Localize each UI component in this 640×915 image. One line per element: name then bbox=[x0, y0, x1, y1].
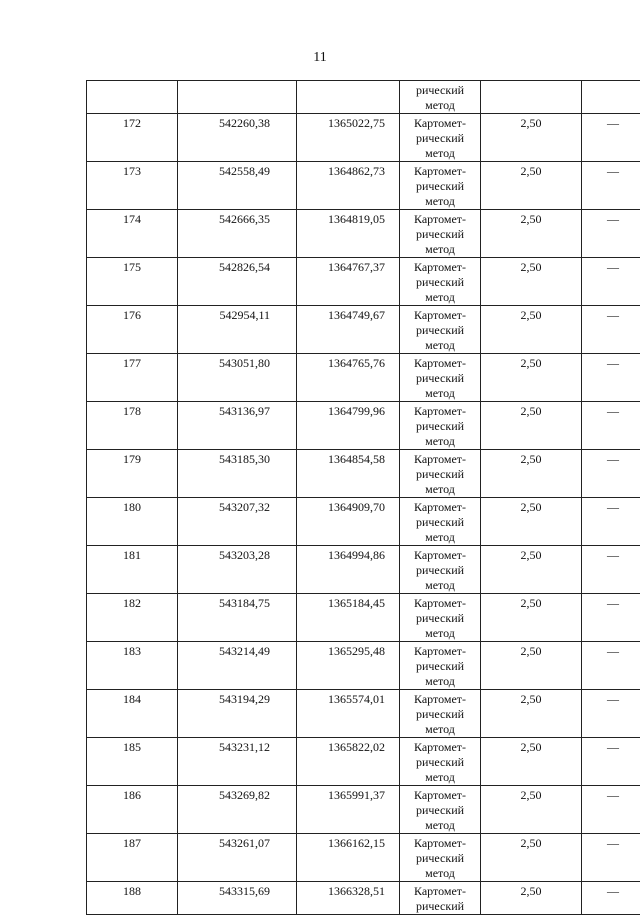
precision-value: 2,50 bbox=[521, 836, 542, 850]
method-text: рический bbox=[402, 179, 478, 194]
coord-x: 543051,80 bbox=[219, 356, 270, 370]
method-text: рический bbox=[402, 707, 478, 722]
method-text: метод bbox=[402, 146, 478, 161]
cell-note bbox=[582, 690, 640, 738]
method-text: Картомет- bbox=[402, 308, 478, 323]
cell-note bbox=[582, 81, 640, 114]
method-text: метод bbox=[402, 242, 478, 257]
cell-note bbox=[582, 258, 640, 306]
method-text: метод bbox=[402, 98, 478, 113]
coord-y: 1364862,73 bbox=[328, 164, 385, 178]
point-number: 176 bbox=[123, 308, 141, 322]
cell-y bbox=[297, 306, 400, 354]
cell-method bbox=[400, 162, 481, 210]
cell-precision bbox=[481, 402, 582, 450]
coord-x: 543207,32 bbox=[219, 500, 270, 514]
method-text: Картомет- bbox=[402, 404, 478, 419]
note-dash: — bbox=[607, 548, 619, 562]
table-row bbox=[87, 594, 640, 642]
cell-y bbox=[297, 786, 400, 834]
cell-precision bbox=[481, 306, 582, 354]
cell-precision bbox=[481, 162, 582, 210]
method-text: рический bbox=[402, 131, 478, 146]
cell-y bbox=[297, 546, 400, 594]
cell-method bbox=[400, 402, 481, 450]
method-text: метод bbox=[402, 866, 478, 881]
cell-num bbox=[87, 642, 178, 690]
table-row bbox=[87, 498, 640, 546]
table-row bbox=[87, 834, 640, 882]
precision-value: 2,50 bbox=[521, 404, 542, 418]
coord-y: 1365574,01 bbox=[328, 692, 385, 706]
cell-precision bbox=[481, 81, 582, 114]
cell-x bbox=[178, 210, 297, 258]
method-text: Картомет- bbox=[402, 452, 478, 467]
cell-method bbox=[400, 498, 481, 546]
note-dash: — bbox=[607, 644, 619, 658]
table-row bbox=[87, 402, 640, 450]
cell-num bbox=[87, 450, 178, 498]
coord-x: 542826,54 bbox=[219, 260, 270, 274]
cell-note bbox=[582, 786, 640, 834]
page-number: 11 bbox=[0, 50, 640, 66]
cell-precision bbox=[481, 210, 582, 258]
precision-value: 2,50 bbox=[521, 788, 542, 802]
note-dash: — bbox=[607, 116, 619, 130]
method-text: рический bbox=[402, 563, 478, 578]
point-number: 175 bbox=[123, 260, 141, 274]
method-text: Картомет- bbox=[402, 644, 478, 659]
precision-value: 2,50 bbox=[521, 308, 542, 322]
coord-x: 543203,28 bbox=[219, 548, 270, 562]
cell-x bbox=[178, 162, 297, 210]
cell-precision bbox=[481, 114, 582, 162]
coord-y: 1364909,70 bbox=[328, 500, 385, 514]
cell-method bbox=[400, 690, 481, 738]
method-text: метод bbox=[402, 194, 478, 209]
cell-method bbox=[400, 642, 481, 690]
cell-precision bbox=[481, 354, 582, 402]
cell-x bbox=[178, 354, 297, 402]
coord-x: 543194,29 bbox=[219, 692, 270, 706]
note-dash: — bbox=[607, 836, 619, 850]
precision-value: 2,50 bbox=[521, 548, 542, 562]
table-row bbox=[87, 210, 640, 258]
cell-y bbox=[297, 642, 400, 690]
coord-y: 1364767,37 bbox=[328, 260, 385, 274]
precision-value: 2,50 bbox=[521, 116, 542, 130]
precision-value: 2,50 bbox=[521, 260, 542, 274]
method-text: рический bbox=[402, 467, 478, 482]
coord-x: 543315,69 bbox=[219, 884, 270, 898]
cell-method bbox=[400, 738, 481, 786]
cell-precision bbox=[481, 546, 582, 594]
cell-num bbox=[87, 786, 178, 834]
precision-value: 2,50 bbox=[521, 740, 542, 754]
cell-precision bbox=[481, 738, 582, 786]
cell-precision bbox=[481, 690, 582, 738]
note-dash: — bbox=[607, 452, 619, 466]
cell-num bbox=[87, 258, 178, 306]
cell-x bbox=[178, 114, 297, 162]
cell-method bbox=[400, 786, 481, 834]
cell-note bbox=[582, 546, 640, 594]
method-text: рический bbox=[402, 803, 478, 818]
cell-precision bbox=[481, 834, 582, 882]
point-number: 188 bbox=[123, 884, 141, 898]
method-text: метод bbox=[402, 338, 478, 353]
cell-num bbox=[87, 114, 178, 162]
cell-num bbox=[87, 498, 178, 546]
method-text: рический bbox=[402, 275, 478, 290]
cell-x bbox=[178, 402, 297, 450]
cell-note bbox=[582, 882, 640, 915]
method-text: метод bbox=[402, 434, 478, 449]
coord-y: 1364819,05 bbox=[328, 212, 385, 226]
method-text: рический bbox=[402, 323, 478, 338]
method-text: метод bbox=[402, 674, 478, 689]
coord-y: 1366162,15 bbox=[328, 836, 385, 850]
cell-num bbox=[87, 546, 178, 594]
table-row bbox=[87, 450, 640, 498]
cell-x bbox=[178, 546, 297, 594]
note-dash: — bbox=[607, 884, 619, 898]
coord-x: 543214,49 bbox=[219, 644, 270, 658]
table-row bbox=[87, 162, 640, 210]
cell-x bbox=[178, 738, 297, 786]
cell-num bbox=[87, 834, 178, 882]
cell-num bbox=[87, 738, 178, 786]
precision-value: 2,50 bbox=[521, 212, 542, 226]
cell-num bbox=[87, 594, 178, 642]
table-row bbox=[87, 114, 640, 162]
coord-x: 542558,49 bbox=[219, 164, 270, 178]
cell-y bbox=[297, 738, 400, 786]
cell-precision bbox=[481, 786, 582, 834]
note-dash: — bbox=[607, 596, 619, 610]
method-text: Картомет- bbox=[402, 692, 478, 707]
cell-method bbox=[400, 306, 481, 354]
cell-y bbox=[297, 210, 400, 258]
cell-num bbox=[87, 81, 178, 114]
table-row bbox=[87, 546, 640, 594]
method-text: рический bbox=[402, 371, 478, 386]
cell-method bbox=[400, 258, 481, 306]
method-text: рический bbox=[402, 899, 478, 914]
cell-note bbox=[582, 834, 640, 882]
cell-note bbox=[582, 306, 640, 354]
cell-num bbox=[87, 354, 178, 402]
table-row bbox=[87, 258, 640, 306]
cell-y bbox=[297, 498, 400, 546]
note-dash: — bbox=[607, 404, 619, 418]
coord-y: 1364799,96 bbox=[328, 404, 385, 418]
coord-x: 543185,30 bbox=[219, 452, 270, 466]
cell-precision bbox=[481, 882, 582, 915]
coord-y: 1365022,75 bbox=[328, 116, 385, 130]
cell-note bbox=[582, 738, 640, 786]
cell-y bbox=[297, 162, 400, 210]
method-text: Картомет- bbox=[402, 212, 478, 227]
coord-y: 1365184,45 bbox=[328, 596, 385, 610]
table-row bbox=[87, 786, 640, 834]
cell-y bbox=[297, 450, 400, 498]
coord-y: 1365822,02 bbox=[328, 740, 385, 754]
coord-x: 543269,82 bbox=[219, 788, 270, 802]
coord-x: 543231,12 bbox=[219, 740, 270, 754]
note-dash: — bbox=[607, 788, 619, 802]
method-text: Картомет- bbox=[402, 356, 478, 371]
method-text: Картомет- bbox=[402, 164, 478, 179]
method-text: метод bbox=[402, 770, 478, 785]
cell-precision bbox=[481, 642, 582, 690]
cell-x bbox=[178, 258, 297, 306]
cell-y bbox=[297, 402, 400, 450]
cell-num bbox=[87, 690, 178, 738]
method-text: метод bbox=[402, 290, 478, 305]
point-number: 186 bbox=[123, 788, 141, 802]
point-number: 185 bbox=[123, 740, 141, 754]
method-text: Картомет- bbox=[402, 788, 478, 803]
cell-x bbox=[178, 642, 297, 690]
method-text: метод bbox=[402, 722, 478, 737]
coord-y: 1364994,86 bbox=[328, 548, 385, 562]
table-row bbox=[87, 882, 640, 915]
cell-method bbox=[400, 834, 481, 882]
cell-num bbox=[87, 402, 178, 450]
cell-x bbox=[178, 690, 297, 738]
cell-note bbox=[582, 594, 640, 642]
cell-num bbox=[87, 162, 178, 210]
cell-note bbox=[582, 210, 640, 258]
cell-note bbox=[582, 498, 640, 546]
precision-value: 2,50 bbox=[521, 596, 542, 610]
cell-y bbox=[297, 594, 400, 642]
point-number: 181 bbox=[123, 548, 141, 562]
method-text: Картомет- bbox=[402, 260, 478, 275]
table-row bbox=[87, 354, 640, 402]
point-number: 182 bbox=[123, 596, 141, 610]
method-text: метод bbox=[402, 578, 478, 593]
point-number: 179 bbox=[123, 452, 141, 466]
coord-x: 543184,75 bbox=[219, 596, 270, 610]
cell-x bbox=[178, 450, 297, 498]
precision-value: 2,50 bbox=[521, 164, 542, 178]
note-dash: — bbox=[607, 212, 619, 226]
method-text: рический bbox=[402, 755, 478, 770]
coord-x: 543261,07 bbox=[219, 836, 270, 850]
cell-method bbox=[400, 594, 481, 642]
cell-precision bbox=[481, 258, 582, 306]
coord-x: 542954,11 bbox=[219, 308, 270, 322]
method-text: рический bbox=[402, 659, 478, 674]
cell-x bbox=[178, 594, 297, 642]
method-text: рический bbox=[402, 851, 478, 866]
cell-y bbox=[297, 690, 400, 738]
cell-method bbox=[400, 81, 481, 114]
cell-precision bbox=[481, 498, 582, 546]
cell-x bbox=[178, 498, 297, 546]
cell-note bbox=[582, 450, 640, 498]
precision-value: 2,50 bbox=[521, 452, 542, 466]
precision-value: 2,50 bbox=[521, 884, 542, 898]
table-row-continuation bbox=[87, 81, 640, 114]
cell-num bbox=[87, 210, 178, 258]
cell-y bbox=[297, 354, 400, 402]
cell-method bbox=[400, 210, 481, 258]
point-number: 174 bbox=[123, 212, 141, 226]
point-number: 187 bbox=[123, 836, 141, 850]
method-text: рический bbox=[402, 227, 478, 242]
cell-x bbox=[178, 81, 297, 114]
coord-y: 1365991,37 bbox=[328, 788, 385, 802]
point-number: 183 bbox=[123, 644, 141, 658]
table-row bbox=[87, 738, 640, 786]
coord-x: 542260,38 bbox=[219, 116, 270, 130]
method-text: Картомет- bbox=[402, 836, 478, 851]
cell-x bbox=[178, 306, 297, 354]
method-text: Картомет- bbox=[402, 500, 478, 515]
coord-y: 1364765,76 bbox=[328, 356, 385, 370]
precision-value: 2,50 bbox=[521, 644, 542, 658]
coordinates-table bbox=[86, 80, 640, 915]
cell-y bbox=[297, 882, 400, 915]
method-text: рический bbox=[402, 515, 478, 530]
cell-note bbox=[582, 114, 640, 162]
cell-note bbox=[582, 354, 640, 402]
cell-method bbox=[400, 354, 481, 402]
cell-num bbox=[87, 882, 178, 915]
method-text: метод bbox=[402, 818, 478, 833]
cell-y bbox=[297, 834, 400, 882]
cell-precision bbox=[481, 450, 582, 498]
coord-x: 543136,97 bbox=[219, 404, 270, 418]
method-text: метод bbox=[402, 626, 478, 641]
point-number: 173 bbox=[123, 164, 141, 178]
method-text: Картомет- bbox=[402, 548, 478, 563]
coord-y: 1366328,51 bbox=[328, 884, 385, 898]
cell-note bbox=[582, 162, 640, 210]
method-text: рический bbox=[402, 419, 478, 434]
cell-y bbox=[297, 258, 400, 306]
cell-note bbox=[582, 402, 640, 450]
note-dash: — bbox=[607, 740, 619, 754]
cell-method bbox=[400, 450, 481, 498]
cell-num bbox=[87, 306, 178, 354]
cell-precision bbox=[481, 594, 582, 642]
method-text: метод bbox=[402, 482, 478, 497]
table-row bbox=[87, 642, 640, 690]
method-text: рический bbox=[402, 83, 478, 98]
coord-y: 1364854,58 bbox=[328, 452, 385, 466]
cell-x bbox=[178, 834, 297, 882]
cell-method bbox=[400, 882, 481, 915]
cell-method bbox=[400, 114, 481, 162]
note-dash: — bbox=[607, 308, 619, 322]
cell-method bbox=[400, 546, 481, 594]
cell-x bbox=[178, 786, 297, 834]
precision-value: 2,50 bbox=[521, 356, 542, 370]
method-text: метод bbox=[402, 386, 478, 401]
point-number: 172 bbox=[123, 116, 141, 130]
method-text: Картомет- bbox=[402, 740, 478, 755]
precision-value: 2,50 bbox=[521, 692, 542, 706]
note-dash: — bbox=[607, 692, 619, 706]
note-dash: — bbox=[607, 260, 619, 274]
table-row bbox=[87, 306, 640, 354]
method-text: Картомет- bbox=[402, 116, 478, 131]
cell-y bbox=[297, 114, 400, 162]
point-number: 184 bbox=[123, 692, 141, 706]
coord-y: 1365295,48 bbox=[328, 644, 385, 658]
point-number: 177 bbox=[123, 356, 141, 370]
table-row bbox=[87, 690, 640, 738]
coord-y: 1364749,67 bbox=[328, 308, 385, 322]
note-dash: — bbox=[607, 164, 619, 178]
coord-x: 542666,35 bbox=[219, 212, 270, 226]
cell-note bbox=[582, 642, 640, 690]
method-text: Картомет- bbox=[402, 596, 478, 611]
precision-value: 2,50 bbox=[521, 500, 542, 514]
point-number: 178 bbox=[123, 404, 141, 418]
method-text: рический bbox=[402, 611, 478, 626]
note-dash: — bbox=[607, 500, 619, 514]
point-number: 180 bbox=[123, 500, 141, 514]
method-text: метод bbox=[402, 530, 478, 545]
cell-x bbox=[178, 882, 297, 915]
method-text: Картомет- bbox=[402, 884, 478, 899]
note-dash: — bbox=[607, 356, 619, 370]
cell-y bbox=[297, 81, 400, 114]
